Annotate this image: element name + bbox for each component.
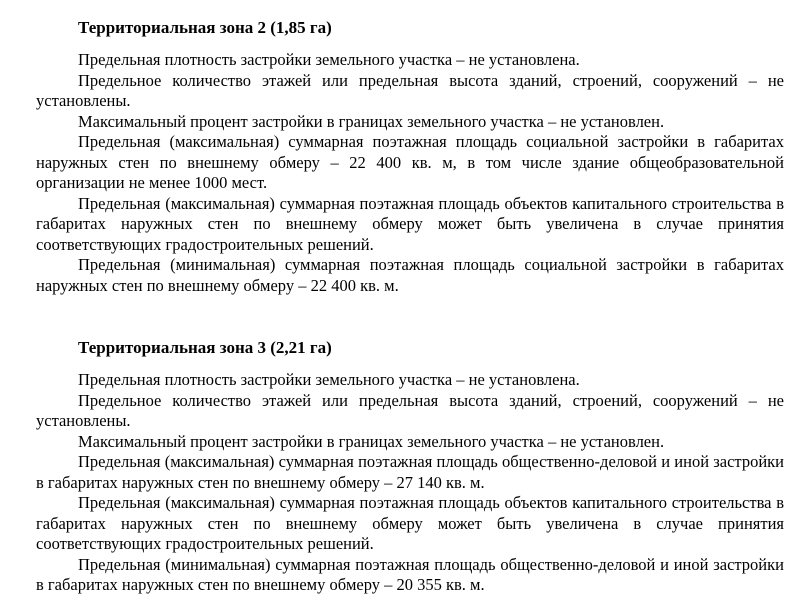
- zone-2-heading: Территориальная зона 2 (1,85 га): [78, 18, 332, 37]
- zone-2-min-area-paragraph: Предельная (минимальная) суммарная поэтажная площадь социальной застройки в габаритах наружных стен по внешнему обмеру – 22 400 кв. м.: [36, 255, 784, 295]
- zone-3-max-area-paragraph: Предельная (максимальная) суммарная поэтажная площадь общественно-деловой и иной застройки в габаритах наружных стен по внешнему обмеру – 27 140 кв. м.: [36, 452, 784, 492]
- zone-3-heading: Территориальная зона 3 (2,21 га): [78, 338, 332, 357]
- zone-2-floors-paragraph: Предельное количество этажей или предельная высота зданий, строений, сооружений – не установлены.: [36, 70, 784, 110]
- zone-2-increase-paragraph: Предельная (максимальная) суммарная поэтажная площадь объектов капитального строительства в габаритах наружных стен по внешнему обмеру может быть увеличена в случае принятия соответствующих градостроительных решений.: [36, 193, 784, 254]
- zone-2-section: [36, 18, 784, 296]
- zone-3-min-area-paragraph: Предельная (минимальная) суммарная поэтажная площадь общественно-деловой и иной застройки в габаритах наружных стен по внешнему обмеру – 20 355 кв. м.: [36, 554, 784, 594]
- zone-3-floors-paragraph: Предельное количество этажей или предельная высота зданий, строений, сооружений – не установлены.: [36, 390, 784, 430]
- zone-2-coverage-paragraph: Максимальный процент застройки в границах земельного участка – не установлен.: [78, 111, 665, 131]
- zone-3-coverage-paragraph: Максимальный процент застройки в границах земельного участка – не установлен.: [78, 431, 665, 451]
- zone-3-increase-paragraph: Предельная (максимальная) суммарная поэтажная площадь объектов капитального строительства в габаритах наружных стен по внешнему обмеру может быть увеличена в случае принятия соответствующих градостроительных решений.: [36, 493, 784, 553]
- zone-3-density-paragraph: Предельная плотность застройки земельного участка – не установлена.: [78, 370, 580, 389]
- zone-2-max-area-paragraph: Предельная (максимальная) суммарная поэтажная площадь социальной застройки в габаритах наружных стен по внешнему обмеру – 22 400 кв. м, в том числе здание общеобразовательной организации не менее 1000 мест.: [36, 132, 784, 192]
- zone-2-density-paragraph: Предельная плотность застройки земельного участка – не установлена.: [78, 50, 580, 69]
- zone-3-section: [36, 338, 784, 596]
